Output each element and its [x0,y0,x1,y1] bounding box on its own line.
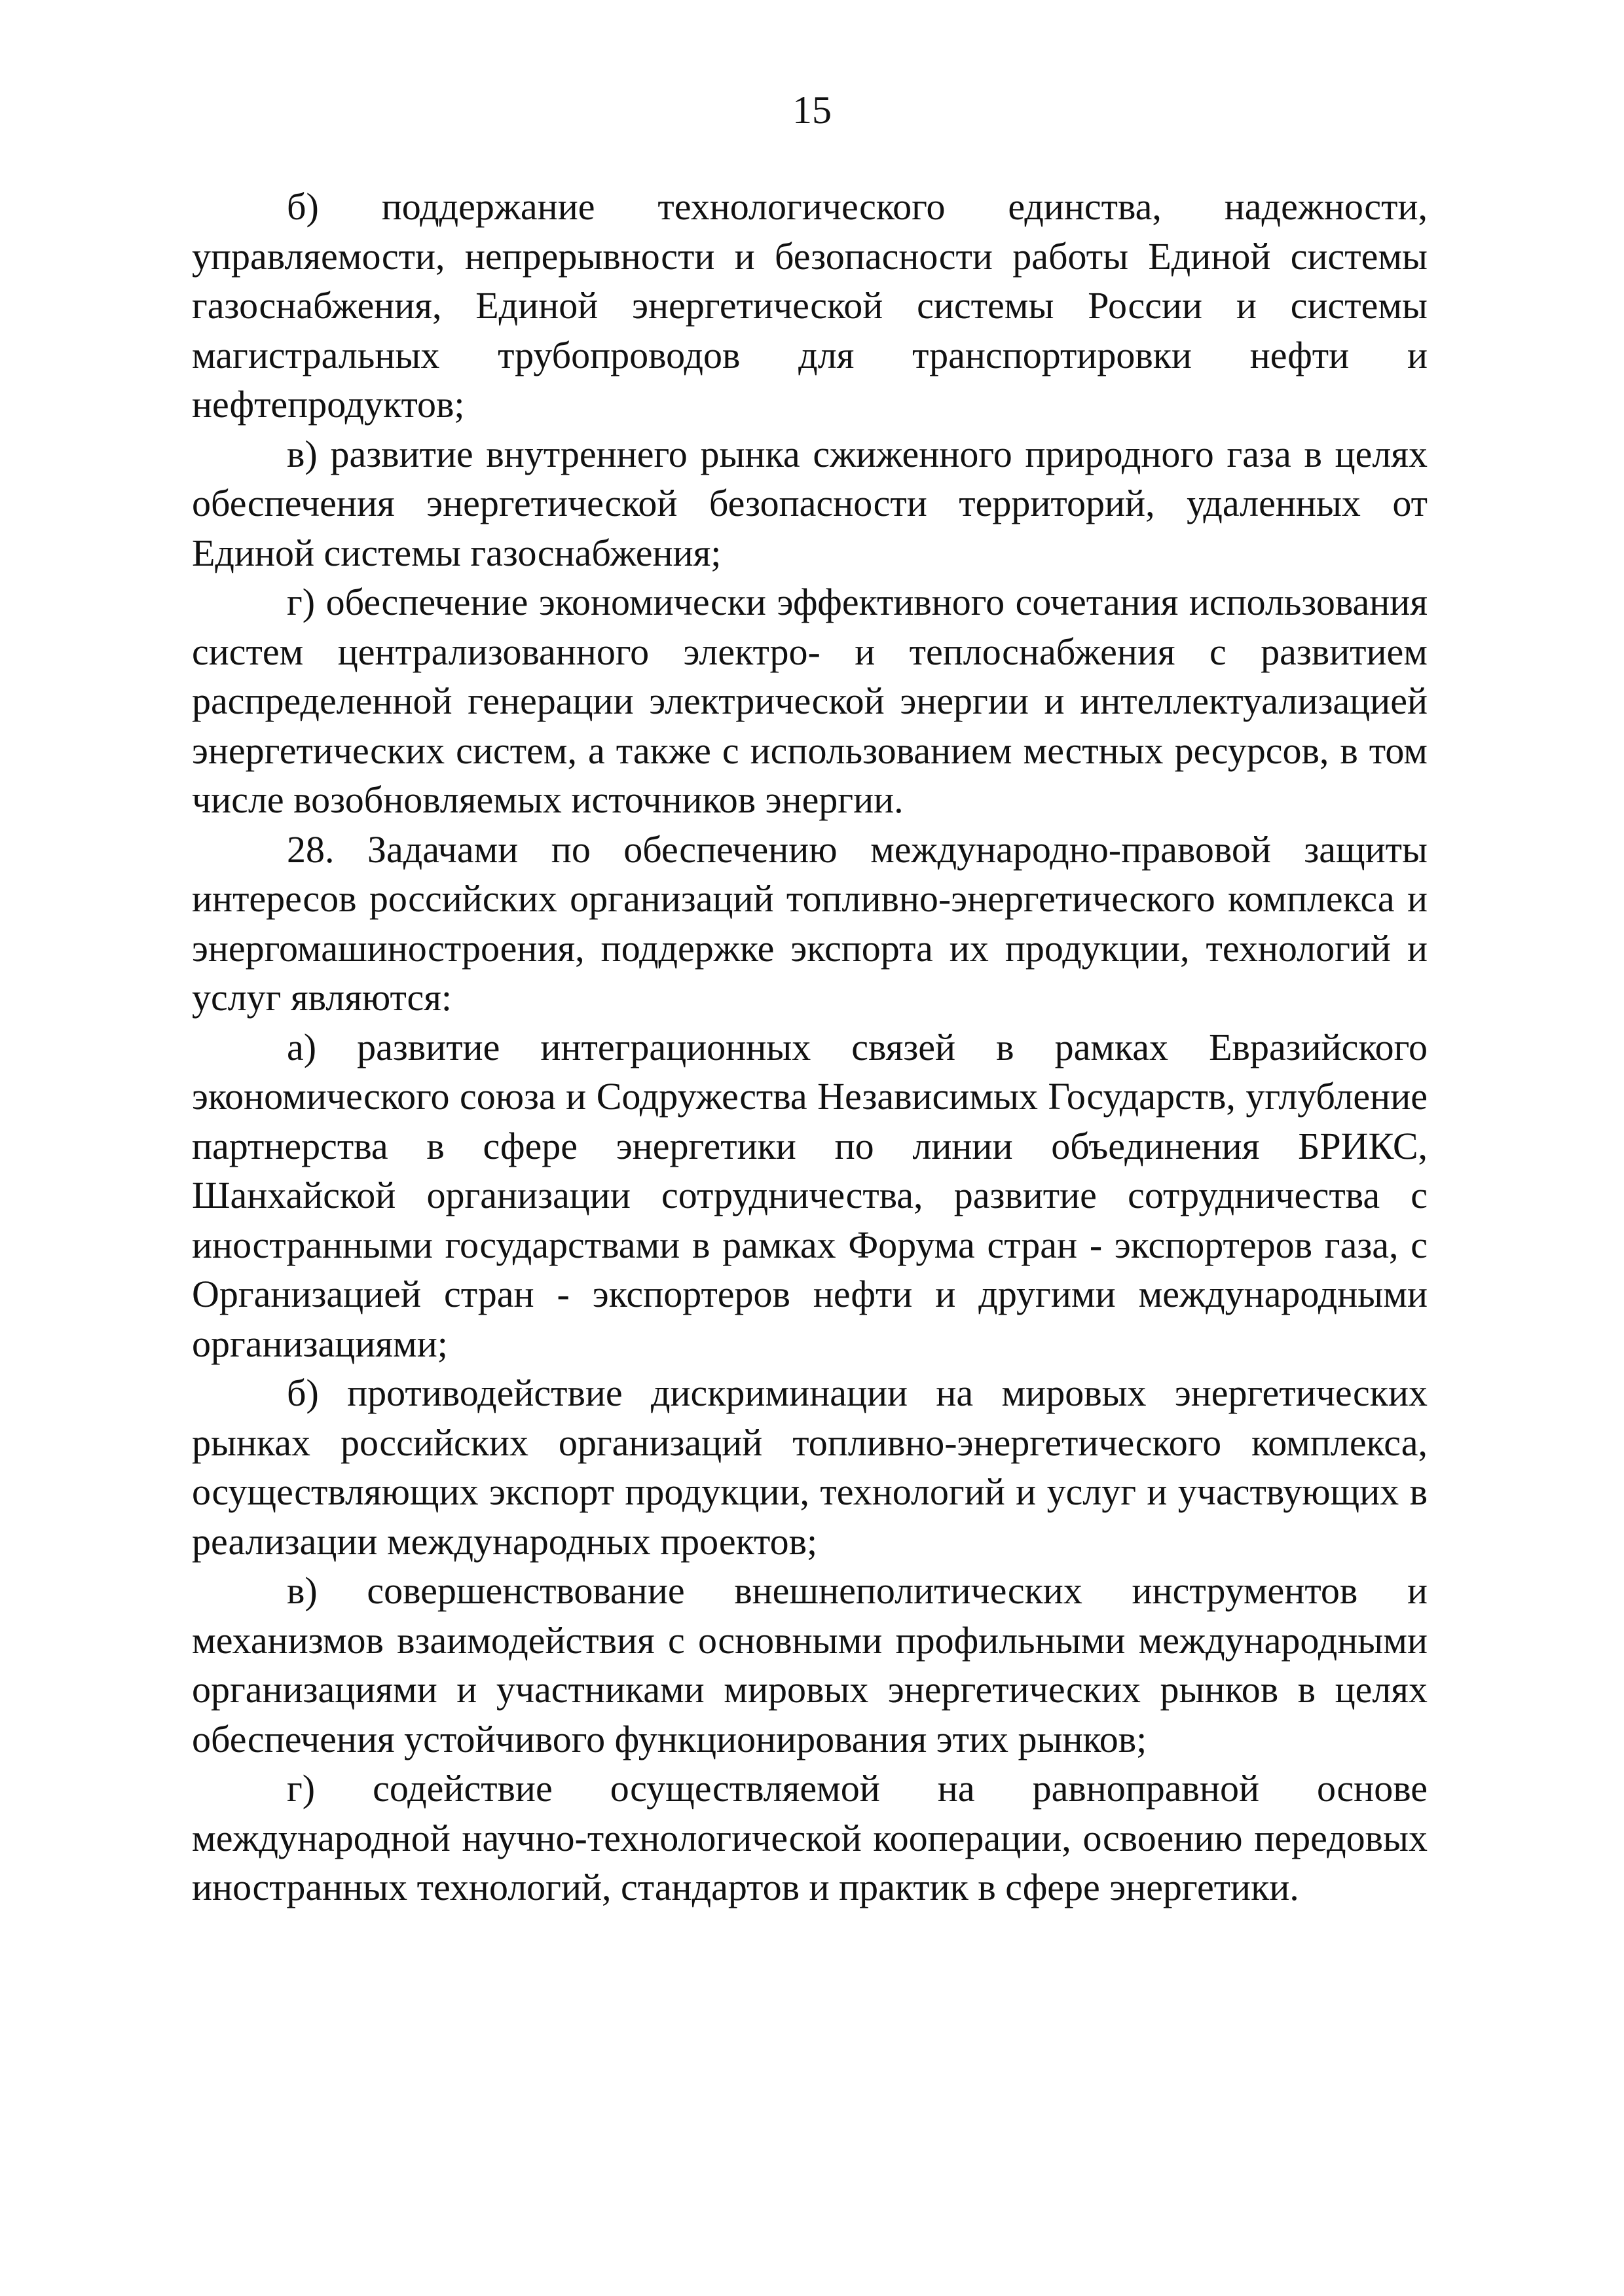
paragraph-b-technological-unity: б) поддержание технологического единства, надежности, управляемости, непрерывности и безопасности работы Единой системы газоснабжения, Единой энергетической системы России и системы магистральных трубопроводов для транспортировки нефти и нефтепродуктов; [192,185,1428,426]
paragraph-g-distributed-generation: г) обеспечение экономически эффективного сочетания использования систем централизованного электро- и теплоснабжения с развитием распределенной генерации электрической энергии и интеллектуализацией энергетических систем, а также с использованием местных ресурсов, в том числе возобновляемых источников энергии. [192,581,1428,821]
document-body [192,182,1428,1912]
paragraph-b-counter-discrimination: б) противодействие дискриминации на мировых энергетических рынках российских организаций топливно-энергетического комплекса, осуществляющих экспорт продукции, технологий и услуг и участвующих в реализации международных проектов; [192,1372,1428,1563]
page-number: 15 [792,88,832,132]
paragraph-v-lng-market: в) развитие внутреннего рынка сжиженного природного газа в целях обеспечения энергетической безопасности территорий, удаленных от Единой системы газоснабжения; [192,432,1428,574]
paragraph-g-scientific-cooperation: г) содействие осуществляемой на равноправной основе международной научно-технологической кооперации, освоению передовых иностранных технологий, стандартов и практик в сфере энергетики. [192,1767,1428,1908]
paragraph-a-integration-ties: а) развитие интеграционных связей в рамках Евразийского экономического союза и Содружества Независимых Государств, углубление партнерства в сфере энергетики по линии объединения БРИКС, Шанхайской организации сотрудничества, развитие сотрудничества с иностранными государствами в рамках Форума стран - экспортеров газа, с Организацией стран - экспортеров нефти и другими международными организациями; [192,1025,1428,1365]
paragraph-v-foreign-policy-instruments: в) совершенствование внешнеполитических инструментов и механизмов взаимодействия с основными профильными международными организациями и участниками мировых энергетических рынков в целях обеспечения устойчивого функционирования этих рынков; [192,1569,1428,1760]
paragraph-28-international-protection: 28. Задачами по обеспечению международно-правовой защиты интересов российских организаций топливно-энергетического комплекса и энергомашиностроения, поддержке экспорта их продукции, технологий и услуг являются: [192,828,1428,1019]
